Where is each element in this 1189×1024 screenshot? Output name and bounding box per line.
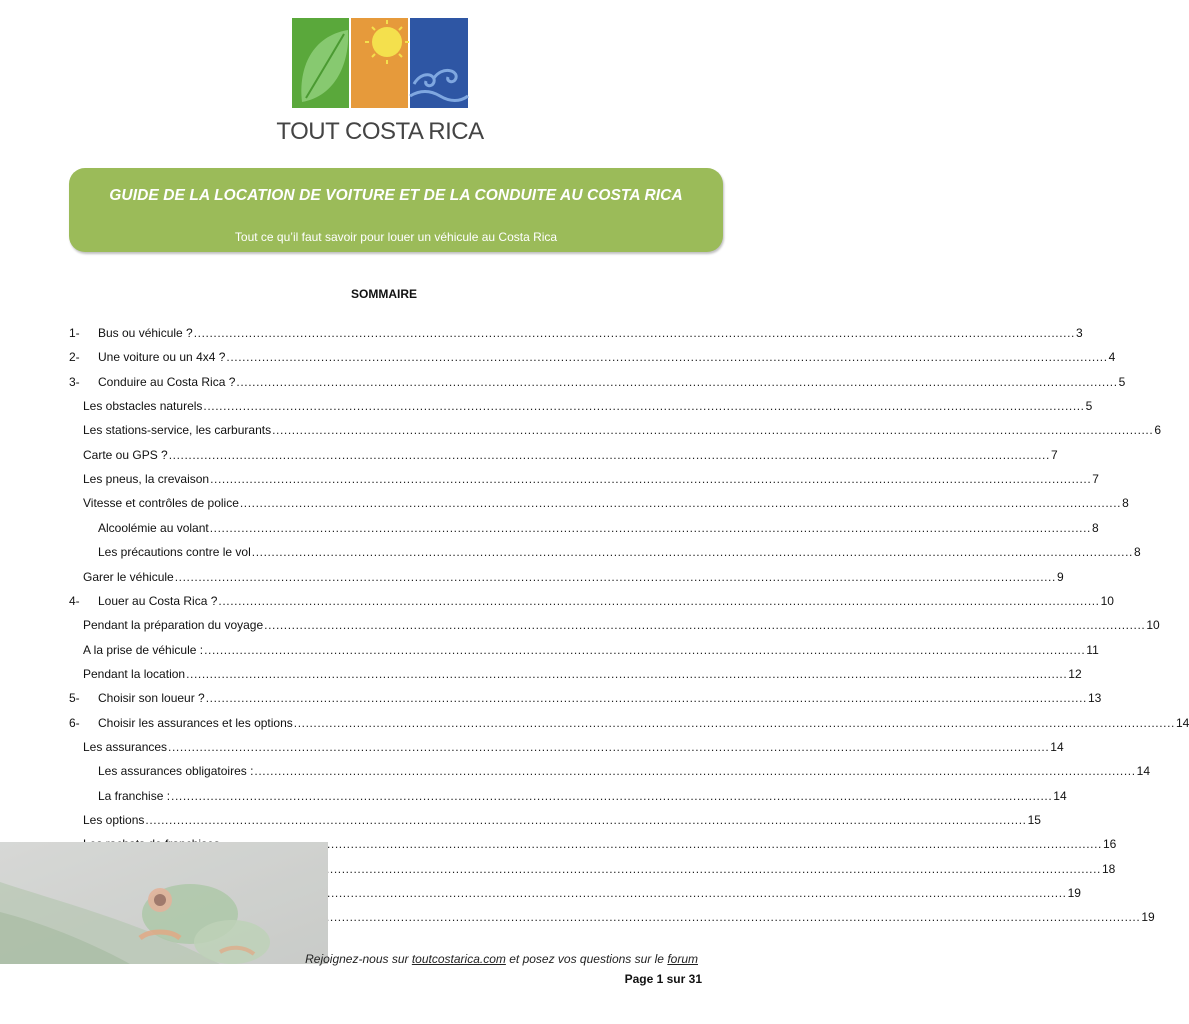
- toc-entry-title: Alcoolémie au volant: [98, 520, 209, 535]
- guide-banner: [69, 168, 723, 252]
- banner-title: GUIDE DE LA LOCATION DE VOITURE ET DE LA CONDUITE AU COSTA RICA: [109, 187, 683, 204]
- toc-entry-page: 14: [1050, 739, 1064, 754]
- toc-entry[interactable]: [69, 322, 1083, 340]
- toc-entry[interactable]: [83, 663, 1082, 681]
- toc-dot-leader: [169, 448, 1050, 462]
- toc-entry-title: Les obstacles naturels: [83, 399, 203, 414]
- toc-entry-title: Louer au Costa Rica ?: [98, 593, 218, 608]
- toc-dot-leader: [171, 789, 1052, 803]
- toc-entry[interactable]: [98, 760, 1150, 779]
- toc-entry-page: 18: [1101, 861, 1116, 876]
- toc-entry-page: 5: [1118, 374, 1126, 389]
- banner-subtitle: Tout ce qu’il faut savoir pour louer un véhicule au Costa Rica: [234, 230, 558, 244]
- toc-dot-leader: [259, 910, 1140, 924]
- toc-entry-page: 5: [1085, 399, 1093, 414]
- toc-dot-leader: [206, 691, 1087, 705]
- toc-entry-page: 14: [1136, 764, 1150, 779]
- toc-dot-leader: [220, 862, 1101, 876]
- toc-dot-leader: [145, 813, 1026, 827]
- toc-entry-title: Les précautions contre le vol: [98, 545, 251, 560]
- toc-dot-leader: [252, 545, 1133, 559]
- toc-dot-leader: [236, 375, 1117, 389]
- toc-dot-leader: [204, 643, 1085, 657]
- toc-entry-number: 6-: [69, 715, 80, 730]
- toc-entry-title: Une voiture ou un 4x4 ?: [98, 350, 226, 365]
- toc-entry-title: Les assurances obligatoires :: [98, 764, 254, 779]
- logo-text: TOUT COSTA RICA: [276, 118, 484, 145]
- toc-entry-title: Pendant la location: [83, 666, 186, 681]
- toc-dot-leader: [272, 423, 1153, 437]
- toc-entry-page: 12: [1068, 666, 1082, 681]
- toc-entry-title: Conduire au Costa Rica ?: [98, 374, 236, 389]
- toc-entry-page: 3: [1075, 326, 1083, 340]
- toc-entry-number: 5-: [69, 691, 80, 706]
- toc-entry[interactable]: [83, 566, 1064, 584]
- toc-entry-page: 14: [1053, 788, 1067, 803]
- toc-entry-page: 7: [1092, 472, 1099, 487]
- toc-dot-leader: [210, 472, 1091, 486]
- toc-entry[interactable]: [83, 809, 1041, 827]
- toc-entry-page: 16: [1102, 837, 1117, 852]
- toc-entry-title: Les options: [83, 813, 145, 827]
- toc-entry-page: 8: [1133, 545, 1141, 560]
- toc-dot-leader: [254, 764, 1135, 778]
- toc-entry-page: 6: [1154, 423, 1161, 438]
- toc-entry-title: Vitesse et contrôles de police: [83, 496, 239, 511]
- toc-entry-page: 8: [1091, 520, 1099, 535]
- toc-entry-page: 19: [1067, 886, 1081, 901]
- toc-dot-leader: [175, 570, 1056, 584]
- toc-dot-leader: [218, 594, 1099, 608]
- toc-heading: SOMMAIRE: [351, 287, 417, 301]
- toc-entry-page: 15: [1027, 813, 1041, 827]
- toc-entry-page: 7: [1050, 447, 1058, 462]
- toc-dot-leader: [194, 326, 1075, 340]
- toc-entry[interactable]: [83, 614, 1160, 633]
- toc-entry-number: 4-: [69, 593, 80, 608]
- toc-entry[interactable]: [83, 736, 1064, 754]
- forum-link[interactable]: forum: [667, 952, 698, 966]
- toc-entry-title: Les assurances: [83, 739, 168, 754]
- toc-entry-title: Choisir les assurances et les options: [98, 715, 293, 730]
- toc-dot-leader: [221, 837, 1102, 851]
- toc-entry-page: 9: [1056, 569, 1064, 584]
- frog-image: [0, 842, 328, 964]
- toc-entry[interactable]: [83, 492, 1129, 511]
- toc-entry[interactable]: [69, 346, 1116, 365]
- toc-entry[interactable]: [83, 468, 1099, 487]
- toc-entry-title: Garer le véhicule: [83, 569, 174, 584]
- toc-entry[interactable]: [83, 444, 1058, 462]
- toc-entry[interactable]: [83, 395, 1093, 414]
- toc-entry[interactable]: [98, 517, 1099, 535]
- toc-entry[interactable]: [83, 639, 1099, 657]
- toc-entry-number: 2-: [69, 350, 80, 365]
- toc-entry[interactable]: [83, 419, 1161, 438]
- site-link[interactable]: toutcostarica.com: [411, 952, 506, 966]
- toc-entry[interactable]: [98, 541, 1141, 560]
- toc-entry-number: 3-: [69, 374, 80, 389]
- toc-dot-leader: [186, 667, 1067, 681]
- toc-entry-title: Choisir son loueur ?: [98, 691, 205, 706]
- toc-entry-page: 10: [1146, 618, 1160, 633]
- toc-entry-title: Les pneus, la crevaison: [83, 472, 210, 487]
- toc-dot-leader: [240, 496, 1121, 510]
- page-number: Page 1 sur 31: [624, 972, 702, 986]
- toc-dot-leader: [264, 618, 1145, 632]
- toc-entry-page: 8: [1122, 496, 1129, 511]
- toc-entry[interactable]: [98, 785, 1067, 803]
- toc-dot-leader: [210, 521, 1091, 535]
- toc-entry-title: Bus ou véhicule ?: [98, 326, 193, 340]
- toc-entry-title: A la prise de véhicule :: [83, 642, 204, 657]
- footer-invite: [305, 952, 698, 966]
- toc-entry-title: Carte ou GPS ?: [83, 447, 168, 462]
- toc-entry-page: 14: [1175, 715, 1189, 730]
- toc-entry-title: Pendant la préparation du voyage: [83, 618, 264, 633]
- toc-entry[interactable]: [69, 687, 1102, 706]
- toc-dot-leader: [226, 350, 1107, 364]
- toc-entry-title: La franchise :: [98, 788, 171, 803]
- footer-prefix: Rejoignez-nous sur: [305, 952, 412, 966]
- toc-entry-page: 19: [1141, 910, 1155, 925]
- toc-entry-page: 13: [1087, 691, 1102, 706]
- tout-costa-rica-logo: [276, 18, 484, 145]
- toc-dot-leader: [294, 716, 1175, 730]
- toc-entry[interactable]: [69, 712, 1189, 730]
- toc-entry-page: 11: [1086, 642, 1099, 657]
- toc-dot-leader: [168, 740, 1049, 754]
- toc-entry-page: 4: [1108, 350, 1116, 365]
- toc-entry-number: 1-: [69, 326, 80, 340]
- footer-middle: et posez vos questions sur le: [505, 952, 668, 966]
- toc-dot-leader: [203, 399, 1084, 413]
- toc-entry[interactable]: [69, 590, 1114, 608]
- toc-entry-title: Les stations-service, les carburants: [83, 423, 272, 438]
- toc-entry[interactable]: [69, 371, 1126, 389]
- toc-entry-page: 10: [1100, 593, 1114, 608]
